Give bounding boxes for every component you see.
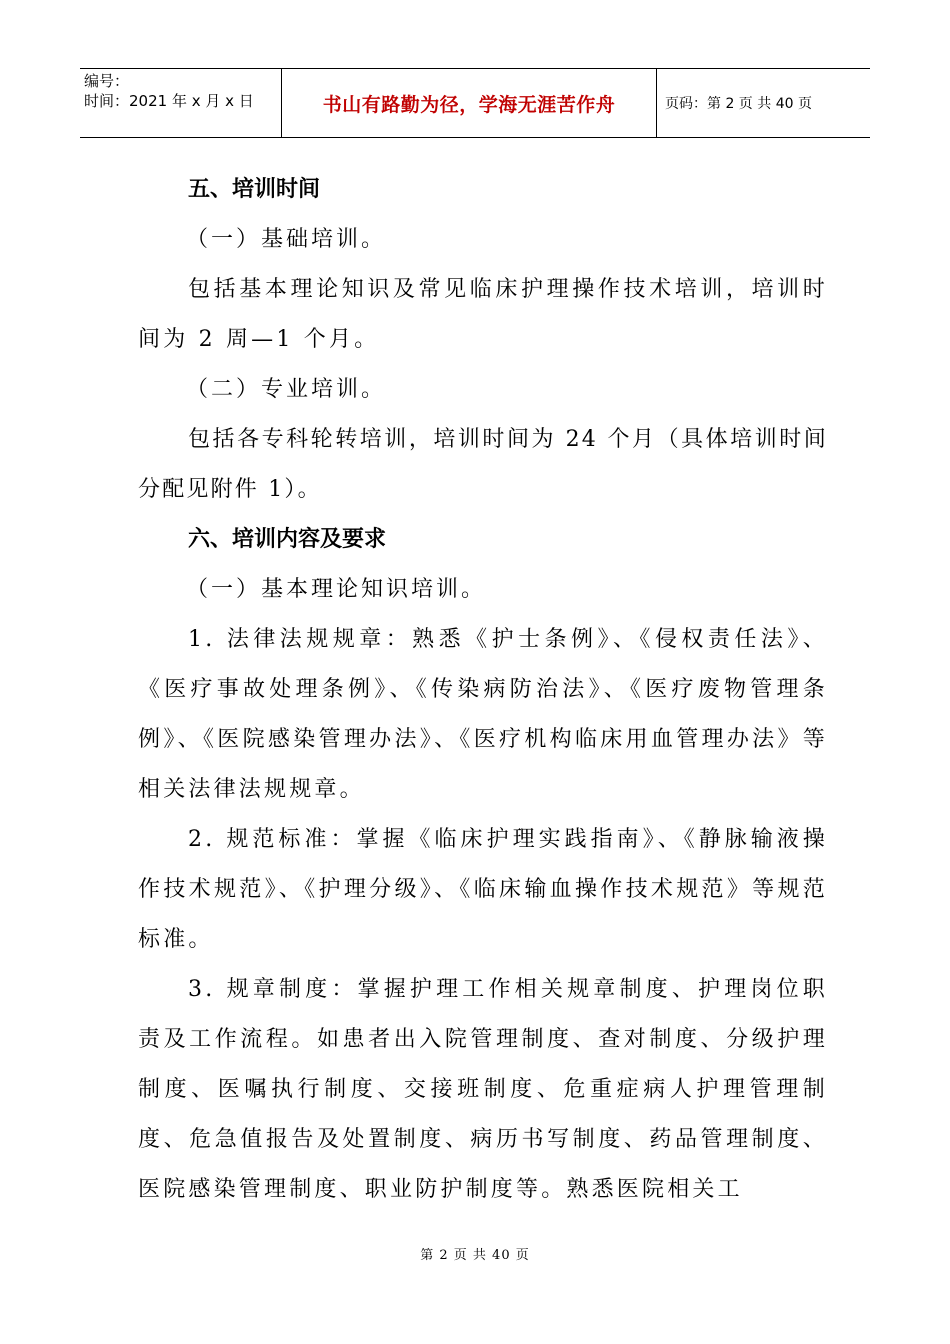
header-page-info: 页码：第 2 页 共 40 页 [665,96,812,112]
header-motto-cell [282,69,657,137]
section-5-2-text: 包括各专科轮转培训，培训时间为 24 个月（具体培训时间分配见附件 1）。 [138,427,828,502]
section-5-2-heading: （二）专业培训。 [186,377,387,402]
section-5-1-text: 包括基本理论知识及常见临床护理操作技术培训，培训时间为 2 周—1 个月。 [138,277,828,352]
section-6-heading: 六、培训内容及要求 [188,527,387,552]
section-5-heading: 五、培训时间 [188,177,321,202]
item-2-standards: 2. 规范标准：掌握《临床护理实践指南》、《静脉输液操作技术规范》、《护理分级》、《临床输血操作技术规范》等规范标准。 [138,827,828,952]
section-5-1-heading: （一）基础培训。 [186,227,387,252]
item-3-rules: 3. 规章制度：掌握护理工作相关规章制度、护理岗位职责及工作流程。如患者出入院管理制度、查对制度、分级护理制度、医嘱执行制度、交接班制度、危重症病人护理管理制度、危急值报告及处置制度、病历书写制度、药品管理制度、医院感染管理制度、职业防护制度等。熟悉医院相关工 [138,977,828,1202]
header-number-label: 编号： [84,72,130,90]
page-footer: 第 2 页 共 40 页 [420,1248,530,1263]
page-header [80,68,870,138]
document-body [138,165,828,1215]
section-6-1-heading: （一）基本理论知识培训。 [186,577,487,602]
header-meta [80,69,282,137]
item-1-laws: 1. 法律法规规章：熟悉《护士条例》、《侵权责任法》、《医疗事故处理条例》、《传染病防治法》、《医疗废物管理条例》、《医院感染管理办法》、《医疗机构临床用血管理办法》等相关法律法规规章。 [138,627,828,802]
header-motto: 书山有路勤为径，学海无涯苦作舟 [322,93,616,116]
header-date: 时间：2021 年 x 月 x 日 [84,92,254,110]
